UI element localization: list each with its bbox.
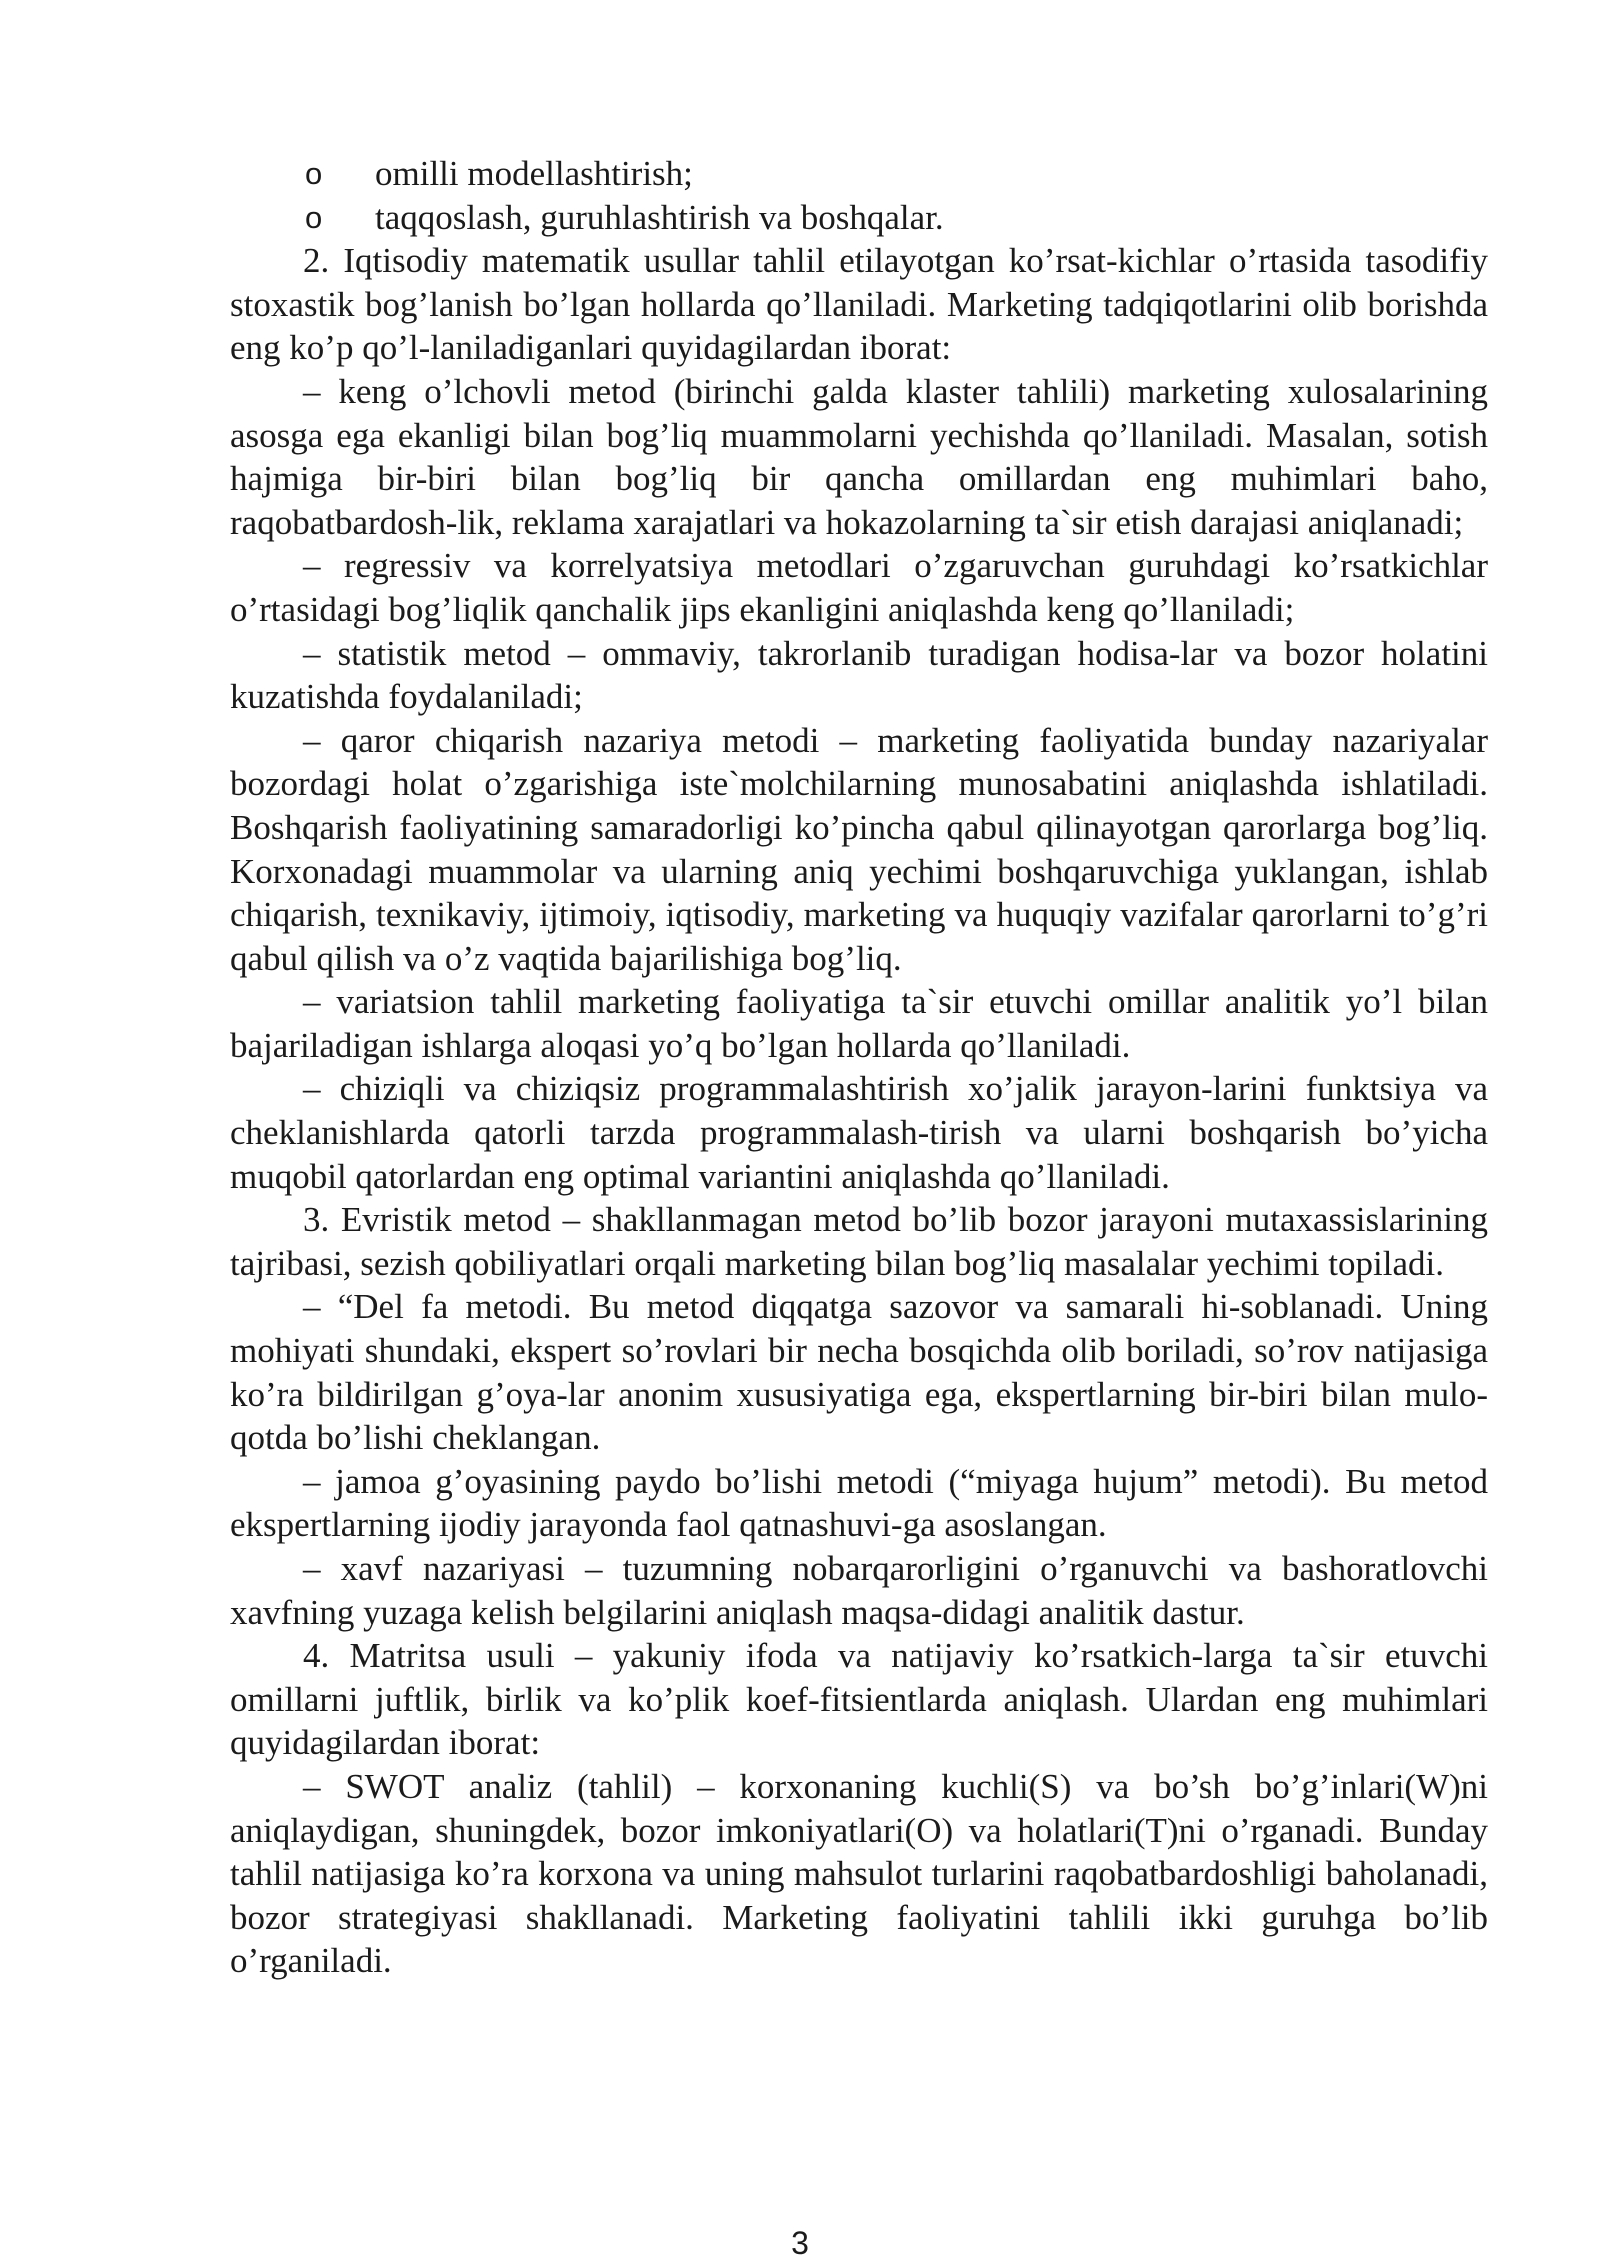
paragraph: – qaror chiqarish nazariya metodi – marketing faoliyatida bunday nazariyalar bozordagi holat o’zgarishiga iste`molchilarning munosabatini aniqlashda ishlatiladi. Boshqarish faoliyatining samaradorligi ko’pincha qabul qilinayotgan qarorlarga bog’liq. Korxonadagi muammolar va ularning aniq yechimi boshqaruvchiga yuklangan, ishlab chiqarish, texnikaviy, ijtimoiy, iqtisodiy, marketing va huquqiy vazifalar qarorlarni to’g’ri qabul qilish va o’z vaqtida bajarilishiga bog’liq. (230, 720, 1488, 978)
paragraph: – jamoa g’oyasining paydo bo’lishi metodi (“miyaga hujum” metodi). Bu metod ekspertlarning ijodiy jarayonda faol qatnashuvi-ga asoslangan. (230, 1461, 1488, 1545)
paragraph: – variatsion tahlil marketing faoliyatiga ta`sir etuvchi omillar analitik yo’l bilan bajariladigan ishlarga aloqasi yo’q bo’lgan hollarda qo’llaniladi. (230, 982, 1488, 1065)
bullet-item (230, 196, 1488, 240)
paragraph: – xavf nazariyasi – tuzumning nobarqarorligini o’rganuvchi va bashoratlovchi xavfning yuzaga kelish belgilarini aniqlash maqsa-didagi analitik dastur. (230, 1549, 1488, 1632)
paragraph: 3. Evristik metod – shakllanmagan metod bo’lib bozor jarayoni mutaxassislarining tajribasi, sezish qobiliyatlari orqali marketing bilan bog’liq masalalar yechimi topiladi. (230, 1200, 1488, 1283)
paragraph: – chiziqli va chiziqsiz programmalashtirish xo’jalik jarayon-larini funktsiya va cheklanishlarda qatorli tarzda programmalash-tirish va ularni boshqarish bo’yicha muqobil qatorlardan eng optimal variantini aniqlashda qo’llaniladi. (230, 1069, 1488, 1196)
bullet-item (230, 152, 1488, 196)
paragraph: 4. Matritsa usuli – yakuniy ifoda va natijaviy ko’rsatkich-larga ta`sir etuvchi omillarni juftlik, birlik va ko’plik koef-fitsientlarda aniqlash. Ulardan eng muhimlari quyidagilardan iborat: (230, 1636, 1488, 1763)
paragraph: – SWOT analiz (tahlil) – korxonaning kuchli(S) va bo’sh bo’g’inlari(W)ni aniqlaydigan, shuningdek, bozor imkoniyatlari(O) va holatlari(T)ni o’rganadi. Bunday tahlil natijasiga ko’ra korxona va uning mahsulot turlarini raqobatbardoshligi baholanadi, bozor strategiyasi shakllanadi. Marketing faoliyatini tahlili ikki guruhga bo’lib o’rganiladi. (230, 1766, 1488, 1981)
paragraph: – keng o’lchovli metod (birinchi galda klaster tahlili) marketing xulosalarining asosga ega ekanligi bilan bog’liq muammolarni yechishda qo’llaniladi. Masalan, sotish hajmiga bir-biri bilan bog’liq bir qancha omillardan eng muhimlari baho, raqobatbardosh-lik, reklama xarajatlari va hokazolarning ta`sir etish darajasi aniqlanadi; (230, 371, 1488, 542)
paragraph: – regressiv va korrelyatsiya metodlari o’zgaruvchan guruhdagi ko’rsatkichlar o’rtasidagi bog’liqlik qanchalik jips ekanligini aniqlashda keng qo’llaniladi; (230, 546, 1488, 629)
paragraph: – statistik metod – ommaviy, takrorlanib turadigan hodisa-lar va bozor holatini kuzatishda foydalaniladi; (230, 633, 1488, 717)
bullet-text: omilli modellashtirish; (375, 154, 693, 193)
bullet-marker: o (305, 199, 323, 235)
bullet-marker: o (305, 156, 323, 191)
paragraph: – “Del fa metodi. Bu metod diqqatga sazovor va samarali hi-soblanadi. Uning mohiyati shundaki, ekspert so’rovlari bir necha bosqichda olib boriladi, so’rov natijasiga ko’ra bildirilgan g’oya-lar anonim xususiyatiga ega, ekspertlarning bir-biri bilan mulo-qotda bo’lishi cheklangan. (230, 1287, 1488, 1458)
bullet-text: taqqoslash, guruhlashtirish va boshqalar. (375, 197, 944, 237)
body-text (230, 152, 1488, 1983)
page-number: 3 (791, 2225, 809, 2261)
paragraph: 2. Iqtisodiy matematik usullar tahlil etilayotgan ko’rsat-kichlar o’rtasida tasodifiy stoxastik bog’lanish bo’lgan hollarda qo’llaniladi. Marketing tadqiqotlarini olib borishda eng ko’p qo’l-laniladiganlari quyidagilardan iborat: (230, 241, 1488, 368)
